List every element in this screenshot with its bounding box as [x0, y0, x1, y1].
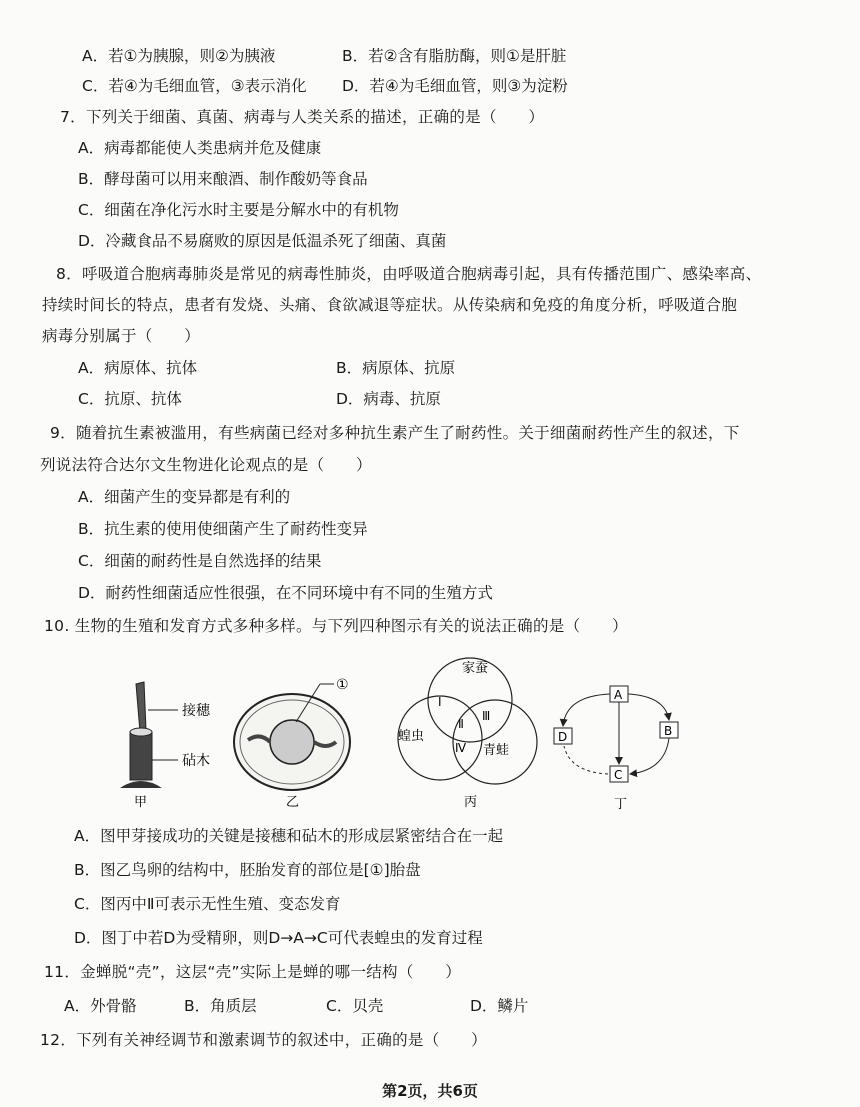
figure-bing-venn — [398, 658, 537, 810]
q10-option-a: A．图甲芽接成功的关键是接穗和砧木的形成层紧密结合在一起 — [74, 827, 504, 845]
q10-stem: 10. 生物的生殖和发育方式多种多样。与下列四种图示有关的说法正确的是（ ） — [44, 617, 628, 635]
figure-jia-grafting — [120, 682, 211, 810]
q11-option-d: D．鳞片 — [470, 997, 529, 1015]
q10-option-d: D．图丁中若D为受精卵，则D→A→C可代表蝗虫的发育过程 — [74, 929, 483, 947]
q7-option-b: B．酵母菌可以用来酿酒、制作酸奶等食品 — [78, 170, 368, 188]
q10-figure — [110, 661, 710, 812]
figure-yi-label: 乙 — [286, 795, 300, 810]
q9-option-a: A．细菌产生的变异都是有利的 — [78, 488, 291, 506]
node-b: B — [664, 724, 673, 738]
region-iii: Ⅲ — [482, 709, 491, 723]
q8-option-b: B．病原体、抗原 — [336, 359, 456, 377]
page-number: 第2页，共6页 — [382, 1082, 478, 1100]
q9-option-d: D．耐药性细菌适应性很强，在不同环境中有不同的生殖方式 — [78, 584, 493, 602]
region-i: Ⅰ — [438, 695, 442, 709]
q6-option-b: B．若②含有脂肪酶，则①是肝脏 — [342, 47, 567, 65]
q8-stem-line3: 病毒分别属于（ ） — [42, 327, 201, 345]
marker-1: ① — [336, 677, 349, 693]
q8-option-a: A．病原体、抗体 — [78, 359, 198, 377]
q6-option-a: A．若①为胰腺，则②为胰液 — [82, 47, 276, 65]
q8-option-d: D．病毒、抗原 — [336, 390, 441, 408]
q7-option-a: A．病毒都能使人类患病并危及健康 — [78, 139, 322, 157]
scion-label: 接穗 — [182, 703, 210, 719]
q9-stem-line2: 列说法符合达尔文生物进化论观点的是（ ） — [40, 456, 372, 474]
node-a: A — [614, 688, 623, 702]
q11-option-a: A．外骨骼 — [64, 997, 137, 1015]
q9-stem-line1: 9．随着抗生素被滥用，有些病菌已经对多种抗生素产生了耐药性。关于细菌耐药性产生的叙述，下 — [50, 424, 740, 442]
q10-option-b: B．图乙鸟卵的结构中，胚胎发育的部位是[①]胎盘 — [74, 861, 421, 879]
figure-yi-egg — [234, 677, 350, 810]
node-d: D — [558, 730, 568, 744]
q8-stem-line2: 持续时间长的特点，患者有发烧、头痛、食欲减退等症状。从传染病和免疫的角度分析，呼吸道合胞 — [42, 296, 738, 314]
q8-option-c: C．抗原、抗体 — [78, 390, 182, 408]
figure-jia-label: 甲 — [134, 795, 148, 810]
q7-stem: 7．下列关于细菌、真菌、病毒与人类关系的描述，正确的是（ ） — [60, 108, 545, 126]
silkworm-label: 家蚕 — [462, 661, 489, 676]
q7-option-d: D．冷藏食品不易腐败的原因是低温杀死了细菌、真菌 — [78, 232, 447, 250]
q6-option-c: C．若④为毛细血管，③表示消化 — [82, 77, 307, 95]
q11-option-c: C．贝壳 — [326, 997, 384, 1015]
figure-ding-label: 丁 — [614, 797, 628, 812]
q9-option-b: B．抗生素的使用使细菌产生了耐药性变异 — [78, 520, 368, 538]
q6-option-d: D．若④为毛细血管，则③为淀粉 — [342, 77, 568, 95]
q9-option-c: C．细菌的耐药性是自然选择的结果 — [78, 552, 322, 570]
locust-label: 蝗虫 — [398, 729, 425, 744]
node-c: C — [614, 768, 623, 782]
stock-label: 砧木 — [182, 753, 210, 769]
q11-stem: 11．金蝉脱“壳”，这层“壳”实际上是蝉的哪一结构（ ） — [44, 963, 462, 981]
q11-option-b: B．角质层 — [184, 997, 257, 1015]
region-iv: Ⅳ — [455, 741, 467, 755]
frog-label: 青蛙 — [483, 743, 510, 758]
figure-ding-cycle — [554, 686, 678, 812]
q7-option-c: C．细菌在净化污水时主要是分解水中的有机物 — [78, 201, 399, 219]
figure-bing-label: 丙 — [464, 795, 478, 810]
q12-stem: 12．下列有关神经调节和激素调节的叙述中，正确的是（ ） — [40, 1031, 487, 1049]
region-ii: Ⅱ — [458, 717, 464, 731]
q10-option-c: C．图丙中Ⅱ可表示无性生殖、变态发育 — [74, 895, 341, 913]
q8-stem-line1: 8．呼吸道合胞病毒肺炎是常见的病毒性肺炎，由呼吸道合胞病毒引起，具有传播范围广、感染率高、 — [56, 265, 762, 283]
